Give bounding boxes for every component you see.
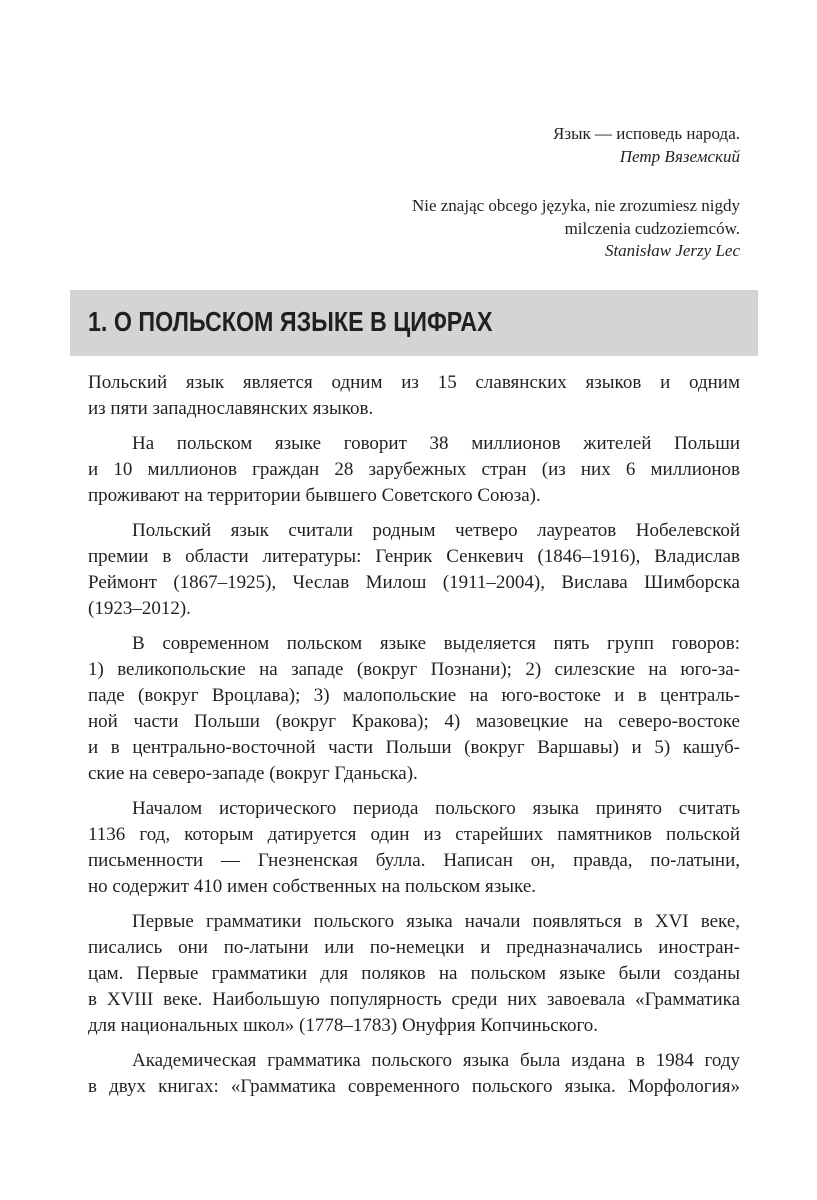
text-line: и 10 миллионов граждан 28 зарубежных стран (из них 6 миллионов [88, 459, 740, 480]
text-line: в XVIII веке. Наибольшую популярность среди них завоевала «Грамматика [88, 989, 740, 1010]
text-line: и в центрально-восточной части Польши (вокруг Варшавы) и 5) кашуб- [88, 737, 740, 758]
paragraph [88, 431, 740, 509]
epigraph-author: Петр Вяземский [619, 146, 740, 166]
text-line: Польский язык является одним из 15 славянских языков и одним [88, 372, 740, 393]
epigraph-quote-line: milczenia cudzoziemców. [564, 218, 740, 238]
paragraph [88, 631, 740, 787]
text-line: Первые грамматики польского языка начали появляться в XVI веке, [132, 911, 740, 932]
text-line: (1923–2012). [88, 598, 191, 619]
text-line: На польском языке говорит 38 миллионов жителей Польши [132, 433, 740, 454]
paragraph [88, 370, 740, 422]
text-line: ские на северо-западе (вокруг Гданьска). [88, 763, 418, 784]
paragraph [88, 1048, 740, 1100]
text-line: Реймонт (1867–1925), Чеслав Милош (1911–2004), Вислава Шимборска [88, 572, 740, 593]
text-line: из пяти западнославянских языков. [88, 398, 374, 419]
text-line: 1136 год, которым датируется один из старейших памятников польской [88, 824, 740, 845]
epigraph-author: Stanisław Jerzy Lec [604, 241, 740, 260]
text-line: В современном польском языке выделяется пять групп говоров: [132, 633, 740, 654]
text-line: паде (вокруг Вроцлава); 3) малопольские на юго-востоке и в централь- [88, 685, 740, 706]
text-line: для национальных школ» (1778–1783) Онуфрия Копчиньского. [88, 1015, 599, 1036]
text-line: цам. Первые грамматики для поляков на польском языке были созданы [88, 963, 740, 984]
epigraph-1 [553, 123, 740, 168]
paragraph [88, 518, 740, 622]
text-line: Началом исторического периода польского языка принято считать [132, 798, 740, 819]
text-line: письменности — Гнезненская булла. Написан он, правда, по-латыни, [88, 850, 740, 871]
text-line: 1) великопольские на западе (вокруг Познани); 2) силезские на юго-за- [88, 659, 740, 680]
section-title: 1. О ПОЛЬСКОМ ЯЗЫКЕ В ЦИФРАХ [88, 306, 493, 337]
text-line: но содержит 410 имен собственных на польском языке. [88, 876, 537, 897]
body-text [88, 370, 740, 1109]
epigraph-2 [412, 195, 740, 263]
text-line: проживают на территории бывшего Советского Союза). [88, 485, 541, 506]
text-line: премии в области литературы: Генрик Сенкевич (1846–1916), Владислав [88, 546, 740, 567]
paragraph [88, 909, 740, 1039]
text-line: писались они по-латыни или по-немецки и предназначались иностран- [88, 937, 740, 958]
section-header-band [70, 290, 758, 356]
text-line: Академическая грамматика польского языка была издана в 1984 году [132, 1050, 740, 1071]
text-line: в двух книгах: «Грамматика современного польского языка. Морфология» [88, 1076, 740, 1097]
paragraph [88, 796, 740, 900]
text-line: ной части Польши (вокруг Кракова); 4) мазовецкие на северо-востоке [88, 711, 740, 732]
epigraph-quote-line: Язык — исповедь народа. [553, 124, 740, 143]
text-line: Польский язык считали родным четверо лауреатов Нобелевской [132, 520, 740, 541]
epigraph-quote-line: Nie znając obcego języka, nie zrozumiesz nigdy [411, 196, 740, 215]
